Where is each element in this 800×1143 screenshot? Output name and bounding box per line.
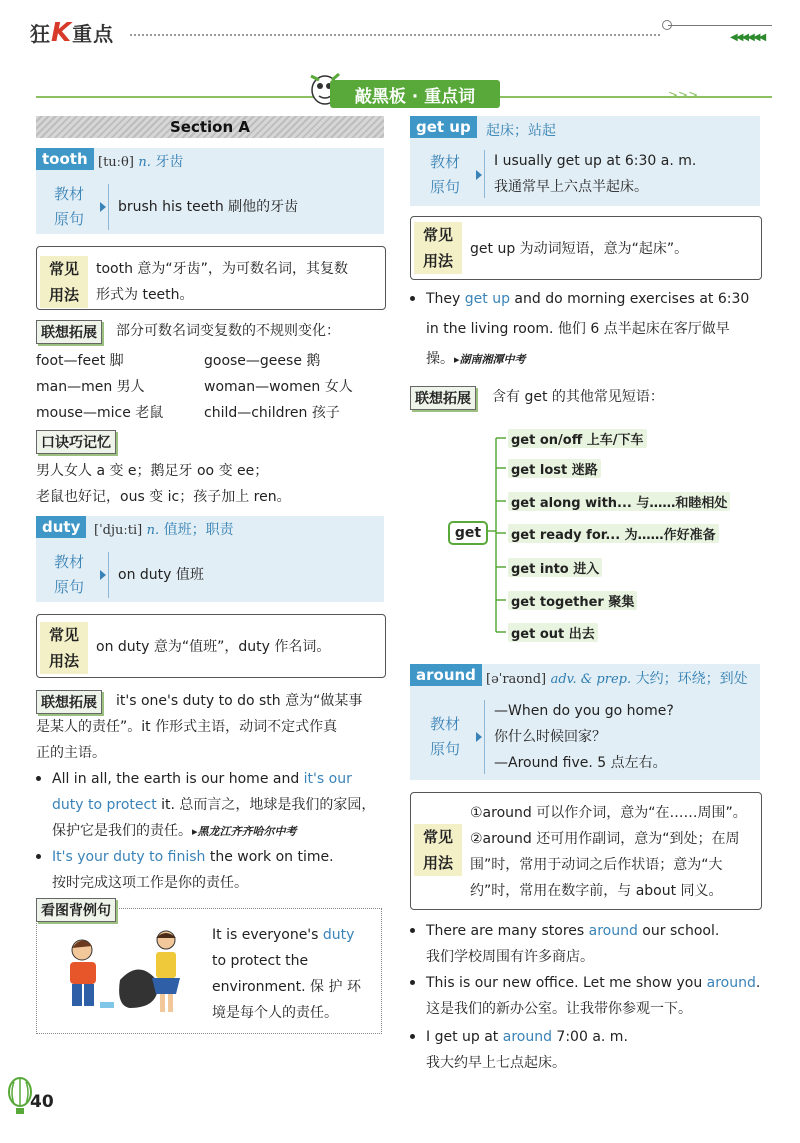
example-item: I get up at around 7:00 a. m. 我大约早上七点起床。 [410,1024,765,1076]
triangle-icon [476,170,482,180]
section-title: Section A [36,116,384,138]
mnemonic-tag: 口诀巧记忆 [36,430,116,454]
bullet-icon [410,1034,415,1039]
picture-caption: It is everyone's duty to protect the environment. 保 护 环 境是每个人的责任。 [212,927,361,1021]
header-dotted-rule [130,34,660,36]
mindmap-item: get out 出去 [508,623,598,642]
word-entry [410,664,482,686]
kids-cleaning-illustration [60,928,190,1018]
headword: around [410,664,482,686]
example-item: All in all, the earth is our home and it's our duty to protect it. 总而言之，地球是我们的家园， 保护它是我们的责任。▸黑龙江齐齐哈尔中考 [36,766,386,845]
headword: tooth [36,148,94,170]
mindmap-item: get into 进入 [508,558,602,577]
banner-rule-right [500,96,772,98]
banner-rule-left [36,96,336,98]
triangle-icon [100,570,106,580]
bullet-icon [410,980,415,985]
usage-text: get up 为动词短语，意为“起床”。 [470,241,689,257]
example-sentence: —When do you go home? 你什么时候回家？ —Around five. 5 点左右。 [494,703,674,771]
chevron-icon: >>> [668,88,699,102]
bullet-icon [36,776,41,781]
word-definition: [ˈdjuːti] n. 值班；职责 [94,522,234,538]
example-item: They get up and do morning exercises at 6:30 in the living room. 他们 6 点半起床在客厅做早 操。▸湖南湘潭中考 [410,284,762,375]
divider [484,150,485,198]
extend-text: it's one's duty to do sth 意为“做某事 是某人的责任”。it 作形式主语，动词不定式作真 正的主语。 [36,693,363,761]
usage-label: 常见 用法 [414,824,462,876]
headword: duty [36,516,86,538]
bullet-icon [410,928,415,933]
extend-tag: 联想拓展 [36,320,102,344]
example-sentence: I usually get up at 6:30 a. m. 我通常早上六点半起床。 [494,153,697,195]
mindmap-item: get together 聚集 [508,591,637,610]
usage-text: ①around 可以作介词，意为“在……周围”。 ②around 还可用作副词，意为“到处；在周 围”时，常用于动词之后作状语；意为“大 约”时，常用在数字前，与 about 同义。 [470,805,747,899]
mindmap-item: get ready for... 为……作好准备 [508,524,719,543]
triangle-icon [100,202,106,212]
word-entry [36,148,94,170]
word-definition: [tuːθ] n. 牙齿 [98,154,184,170]
plural-table: foot—feet 脚 goose—geese 鹅 man—men 男人 woman—women 女人 mouse—mice 老鼠 child—children 孩子 [36,353,353,421]
page-number: 40 [30,1092,54,1112]
extend-tag: 联想拓展 [410,386,476,410]
mindmap-item: get on/off 上车/下车 [508,429,647,448]
example-sentence: brush his teeth 刷他的牙齿 [118,199,299,215]
example-item: This is our new office. Let me show you around. 这是我们的新办公室。让我带你参观一下。 [410,970,765,1022]
divider [484,700,485,774]
triangle-icon [476,732,482,742]
mnemonic-text: 男人女人 a 变 e；鹅足牙 oo 变 ee； 老鼠也好记，ous 变 ic；孩子加上 ren。 [36,463,291,505]
bullet-icon [410,296,415,301]
bullet-icon [36,854,41,859]
word-entry [36,516,86,538]
usage-text: on duty 意为“值班”，duty 作名词。 [96,639,331,655]
picture-tag: 看图背例句 [36,898,116,922]
example-item: There are many stores around our school. 我们学校周围有许多商店。 [410,918,765,970]
example-sentence: on duty 值班 [118,567,204,583]
extend-tag: 联想拓展 [36,690,102,714]
header-arrows-icon: ◀◀◀◀◀◀ [730,32,765,43]
divider [108,552,109,598]
source-label: 教材 原句 [53,553,84,596]
word-definition: [əˈraʊnd] adv. & prep. 大约；环绕；到处 [486,671,748,687]
source-label: 教材 原句 [53,185,84,228]
divider [108,184,109,230]
mindmap-item: get lost 迷路 [508,459,601,478]
usage-text: tooth 意为“牙齿”，为可数名词，其复数 形式为 teeth。 [96,261,348,303]
headword: get up [410,116,477,138]
usage-label: 常见 用法 [414,222,462,274]
usage-label: 常见 用法 [40,256,88,308]
header-rule [668,25,772,26]
source-label: 教材 原句 [429,715,460,758]
word-meaning: 起床；站起 [486,123,556,139]
source-label: 教材 原句 [429,153,460,196]
extend-intro: 部分可数名词变复数的不规则变化： [116,323,340,339]
mindmap-center: get [448,521,488,545]
usage-label: 常见 用法 [40,622,88,674]
example-item: It's your duty to finish the work on time. 按时完成这项工作是你的责任。 [36,844,386,896]
banner-title: 敲黑板 · 重点词 [330,80,500,108]
word-entry [410,116,477,138]
mindmap-item: get along with... 与……和睦相处 [508,492,730,511]
extend-intro: 含有 get 的其他常见短语： [492,389,664,405]
brand-logo: 狂K重点 [30,18,115,48]
